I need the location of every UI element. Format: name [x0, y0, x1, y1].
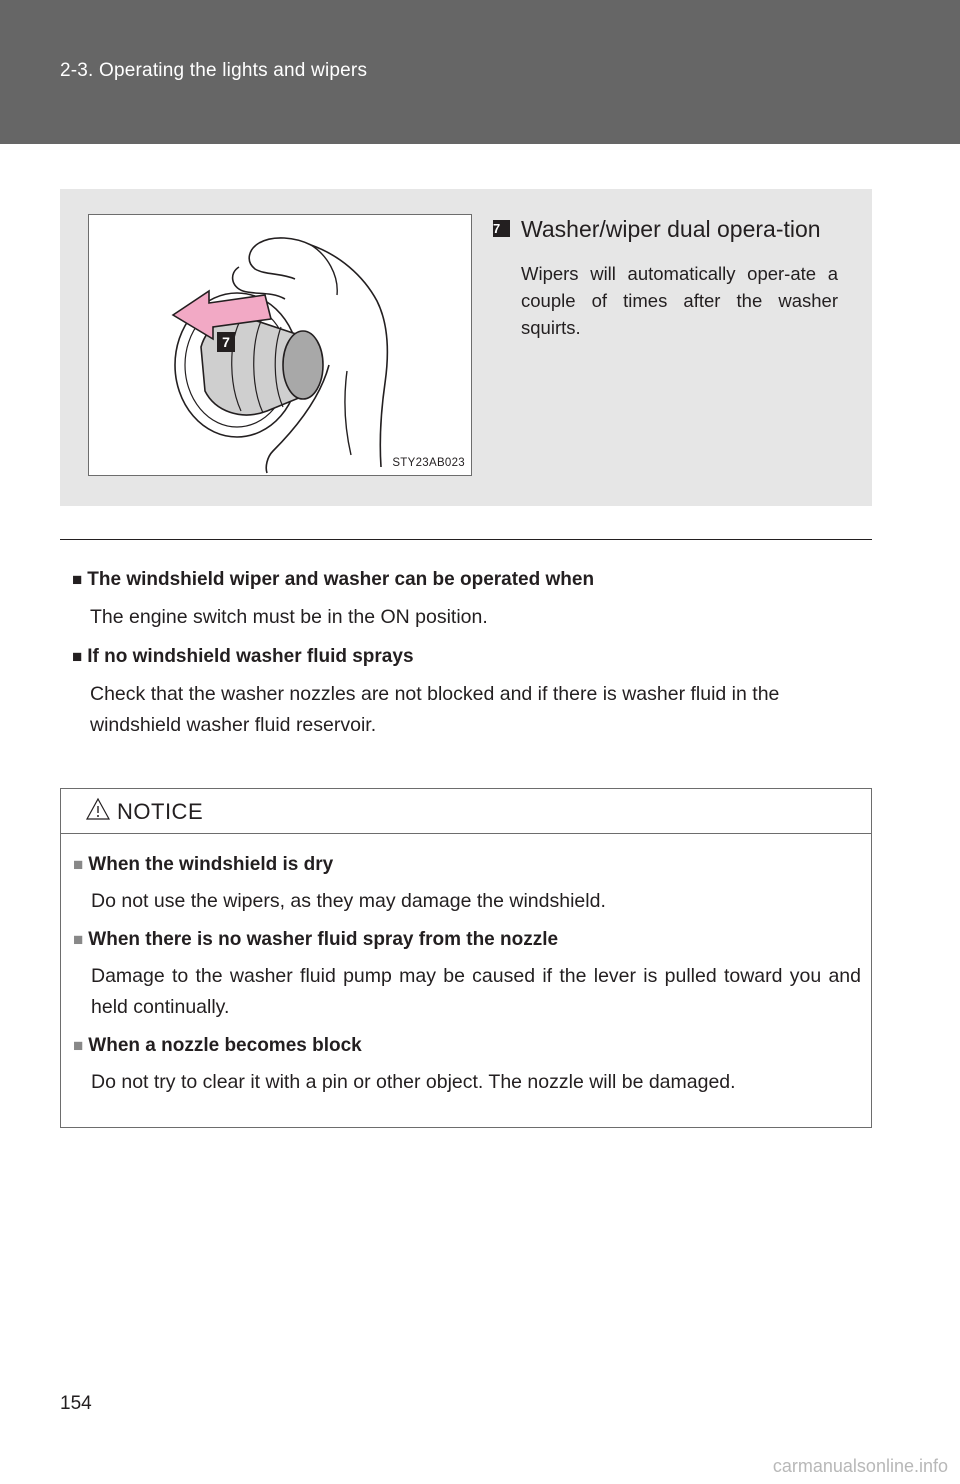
square-bullet-icon: ■ — [73, 930, 84, 949]
notice-item — [73, 1032, 861, 1098]
page-number: 154 — [60, 1393, 92, 1414]
note-heading: The windshield wiper and washer can be operated when — [87, 569, 595, 590]
square-bullet-icon: ■ — [73, 855, 84, 874]
item-7-title: Washer/wiper dual opera-tion — [521, 216, 821, 242]
notice-item — [73, 851, 861, 917]
notice-items — [73, 851, 861, 1107]
section-divider — [60, 539, 872, 540]
square-bullet-icon: ■ — [72, 570, 83, 589]
figure-description — [493, 212, 838, 341]
note-body: The engine switch must be in the ON position. — [90, 606, 488, 628]
notes-section — [72, 566, 862, 751]
notice-header — [61, 789, 871, 834]
warning-triangle-icon — [85, 797, 111, 821]
page-header — [0, 0, 960, 144]
callout-7-number: 7 — [222, 334, 230, 350]
illustration-code: STY23AB023 — [392, 457, 465, 469]
notice-item-heading: When a nozzle becomes block — [88, 1035, 362, 1056]
notice-item-body: Do not try to clear it with a pin or other object. The nozzle will be damaged. — [91, 1071, 736, 1093]
note-item — [72, 566, 862, 633]
notice-item-heading: When there is no washer fluid spray from the nozzle — [88, 929, 559, 950]
notice-item-body: Damage to the washer fluid pump may be caused if the lever is pulled toward you and held continually. — [91, 965, 861, 1018]
hand-pulling-lever-drawing — [89, 215, 472, 476]
item-7-badge: 7 — [493, 220, 510, 237]
item-7-title-block — [493, 212, 838, 246]
wiper-lever-illustration — [88, 214, 472, 476]
notice-item-heading: When the windshield is dry — [88, 854, 334, 875]
item-7-description: Wipers will automatically oper-ate a couple of times after the washer squirts. — [521, 263, 838, 338]
notice-box — [60, 788, 872, 1128]
watermark: carmanualsonline.info — [772, 1456, 948, 1476]
notice-item — [73, 926, 861, 1023]
notice-item-body: Do not use the wipers, as they may damage the windshield. — [91, 890, 606, 912]
square-bullet-icon: ■ — [72, 647, 83, 666]
note-heading: If no windshield washer fluid sprays — [87, 646, 414, 667]
note-body: Check that the washer nozzles are not blocked and if there is washer fluid in the windshield washer fluid reservoir. — [90, 683, 780, 736]
square-bullet-icon: ■ — [73, 1036, 84, 1055]
notice-title: NOTICE — [117, 799, 204, 824]
note-item — [72, 643, 862, 741]
section-title: 2-3. Operating the lights and wipers — [60, 60, 368, 81]
